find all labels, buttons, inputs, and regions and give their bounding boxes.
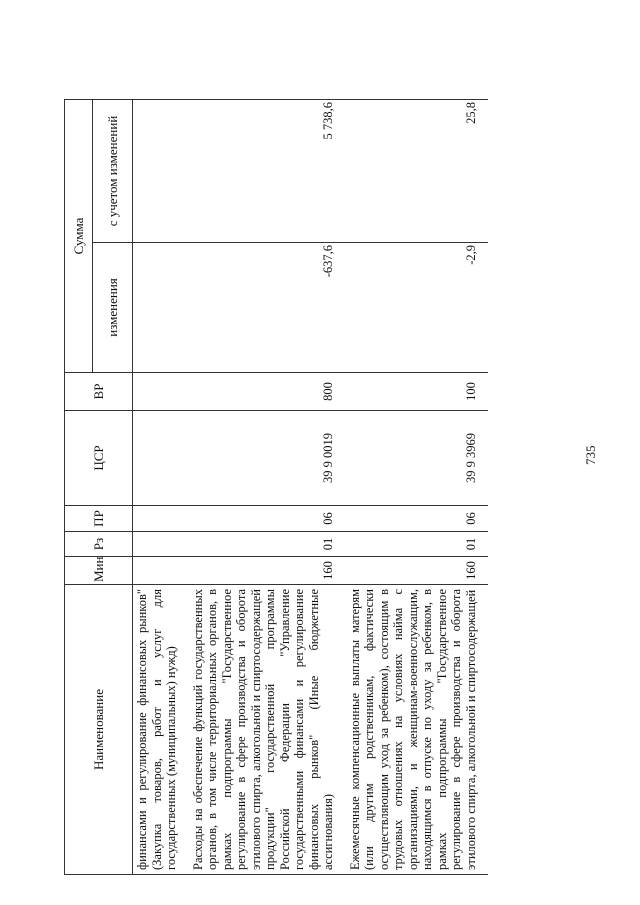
row-csr bbox=[133, 411, 189, 506]
row-change: -637,6 bbox=[189, 243, 346, 373]
table-row bbox=[189, 100, 346, 875]
header-csr: ЦСР bbox=[65, 411, 133, 506]
header-vr: ВР bbox=[65, 373, 133, 411]
row-change: -2,9 bbox=[346, 243, 489, 373]
row-name: финансами и регулирование финансовых рынков" (Закупка товаров, работ и услуг для государственных (муниципальных) нужд) bbox=[133, 585, 189, 875]
header-min: Мин bbox=[65, 557, 133, 585]
row-change bbox=[133, 243, 189, 373]
row-name: Ежемесячные компенсационные выплаты матерям (или другим родственникам, фактически осуществляющим уход за ребенком), состоящим в трудовых отношениях на условиях найма с организациями, и женщинам-военнослужащим, находящимся в отпуске по уходу за ребенком, в рамках подпрограммы "Государственное регулирование в сфере производства и оборота этилового спирта, алкогольной и спиртосодержащей bbox=[346, 585, 489, 875]
budget-table bbox=[64, 99, 488, 875]
row-vr: 100 bbox=[346, 373, 489, 411]
row-vr bbox=[133, 373, 189, 411]
row-with-change: 5 738,6 bbox=[189, 100, 346, 243]
row-with-change bbox=[133, 100, 189, 243]
row-pr bbox=[133, 506, 189, 532]
header-pr: ПР bbox=[65, 506, 133, 532]
row-pr: 06 bbox=[346, 506, 489, 532]
row-csr: 39 9 3969 bbox=[346, 411, 489, 506]
row-csr: 39 9 0019 bbox=[189, 411, 346, 506]
row-with-change: 25,8 bbox=[346, 100, 489, 243]
row-vr: 800 bbox=[189, 373, 346, 411]
table-row bbox=[133, 100, 189, 875]
table-row bbox=[346, 100, 489, 875]
page-number: 735 bbox=[583, 445, 598, 465]
row-rz: 01 bbox=[346, 532, 489, 557]
row-rz: 01 bbox=[189, 532, 346, 557]
header-sum: Сумма bbox=[65, 100, 93, 373]
header-with-change: с учетом изменений bbox=[93, 100, 133, 243]
header-change: изменения bbox=[93, 243, 133, 373]
row-min: 160 bbox=[189, 557, 346, 585]
row-min: 160 bbox=[346, 557, 489, 585]
row-name: Расходы на обеспечение функций государственных органов, в том числе территориальных органов, в рамках подпрограммы "Государственное регулирование в сфере производства и оборота этилового спирта, алкогольной и спиртосодержащей продукции" государственной программы Российской Федерации "Управление государственными финансами и регулирование финансовых рынков" (Иные бюджетные ассигнования) bbox=[189, 585, 346, 875]
row-pr: 06 bbox=[189, 506, 346, 532]
header-rz: Рз bbox=[65, 532, 133, 557]
row-rz bbox=[133, 532, 189, 557]
header-name: Наименование bbox=[65, 585, 133, 875]
row-min bbox=[133, 557, 189, 585]
